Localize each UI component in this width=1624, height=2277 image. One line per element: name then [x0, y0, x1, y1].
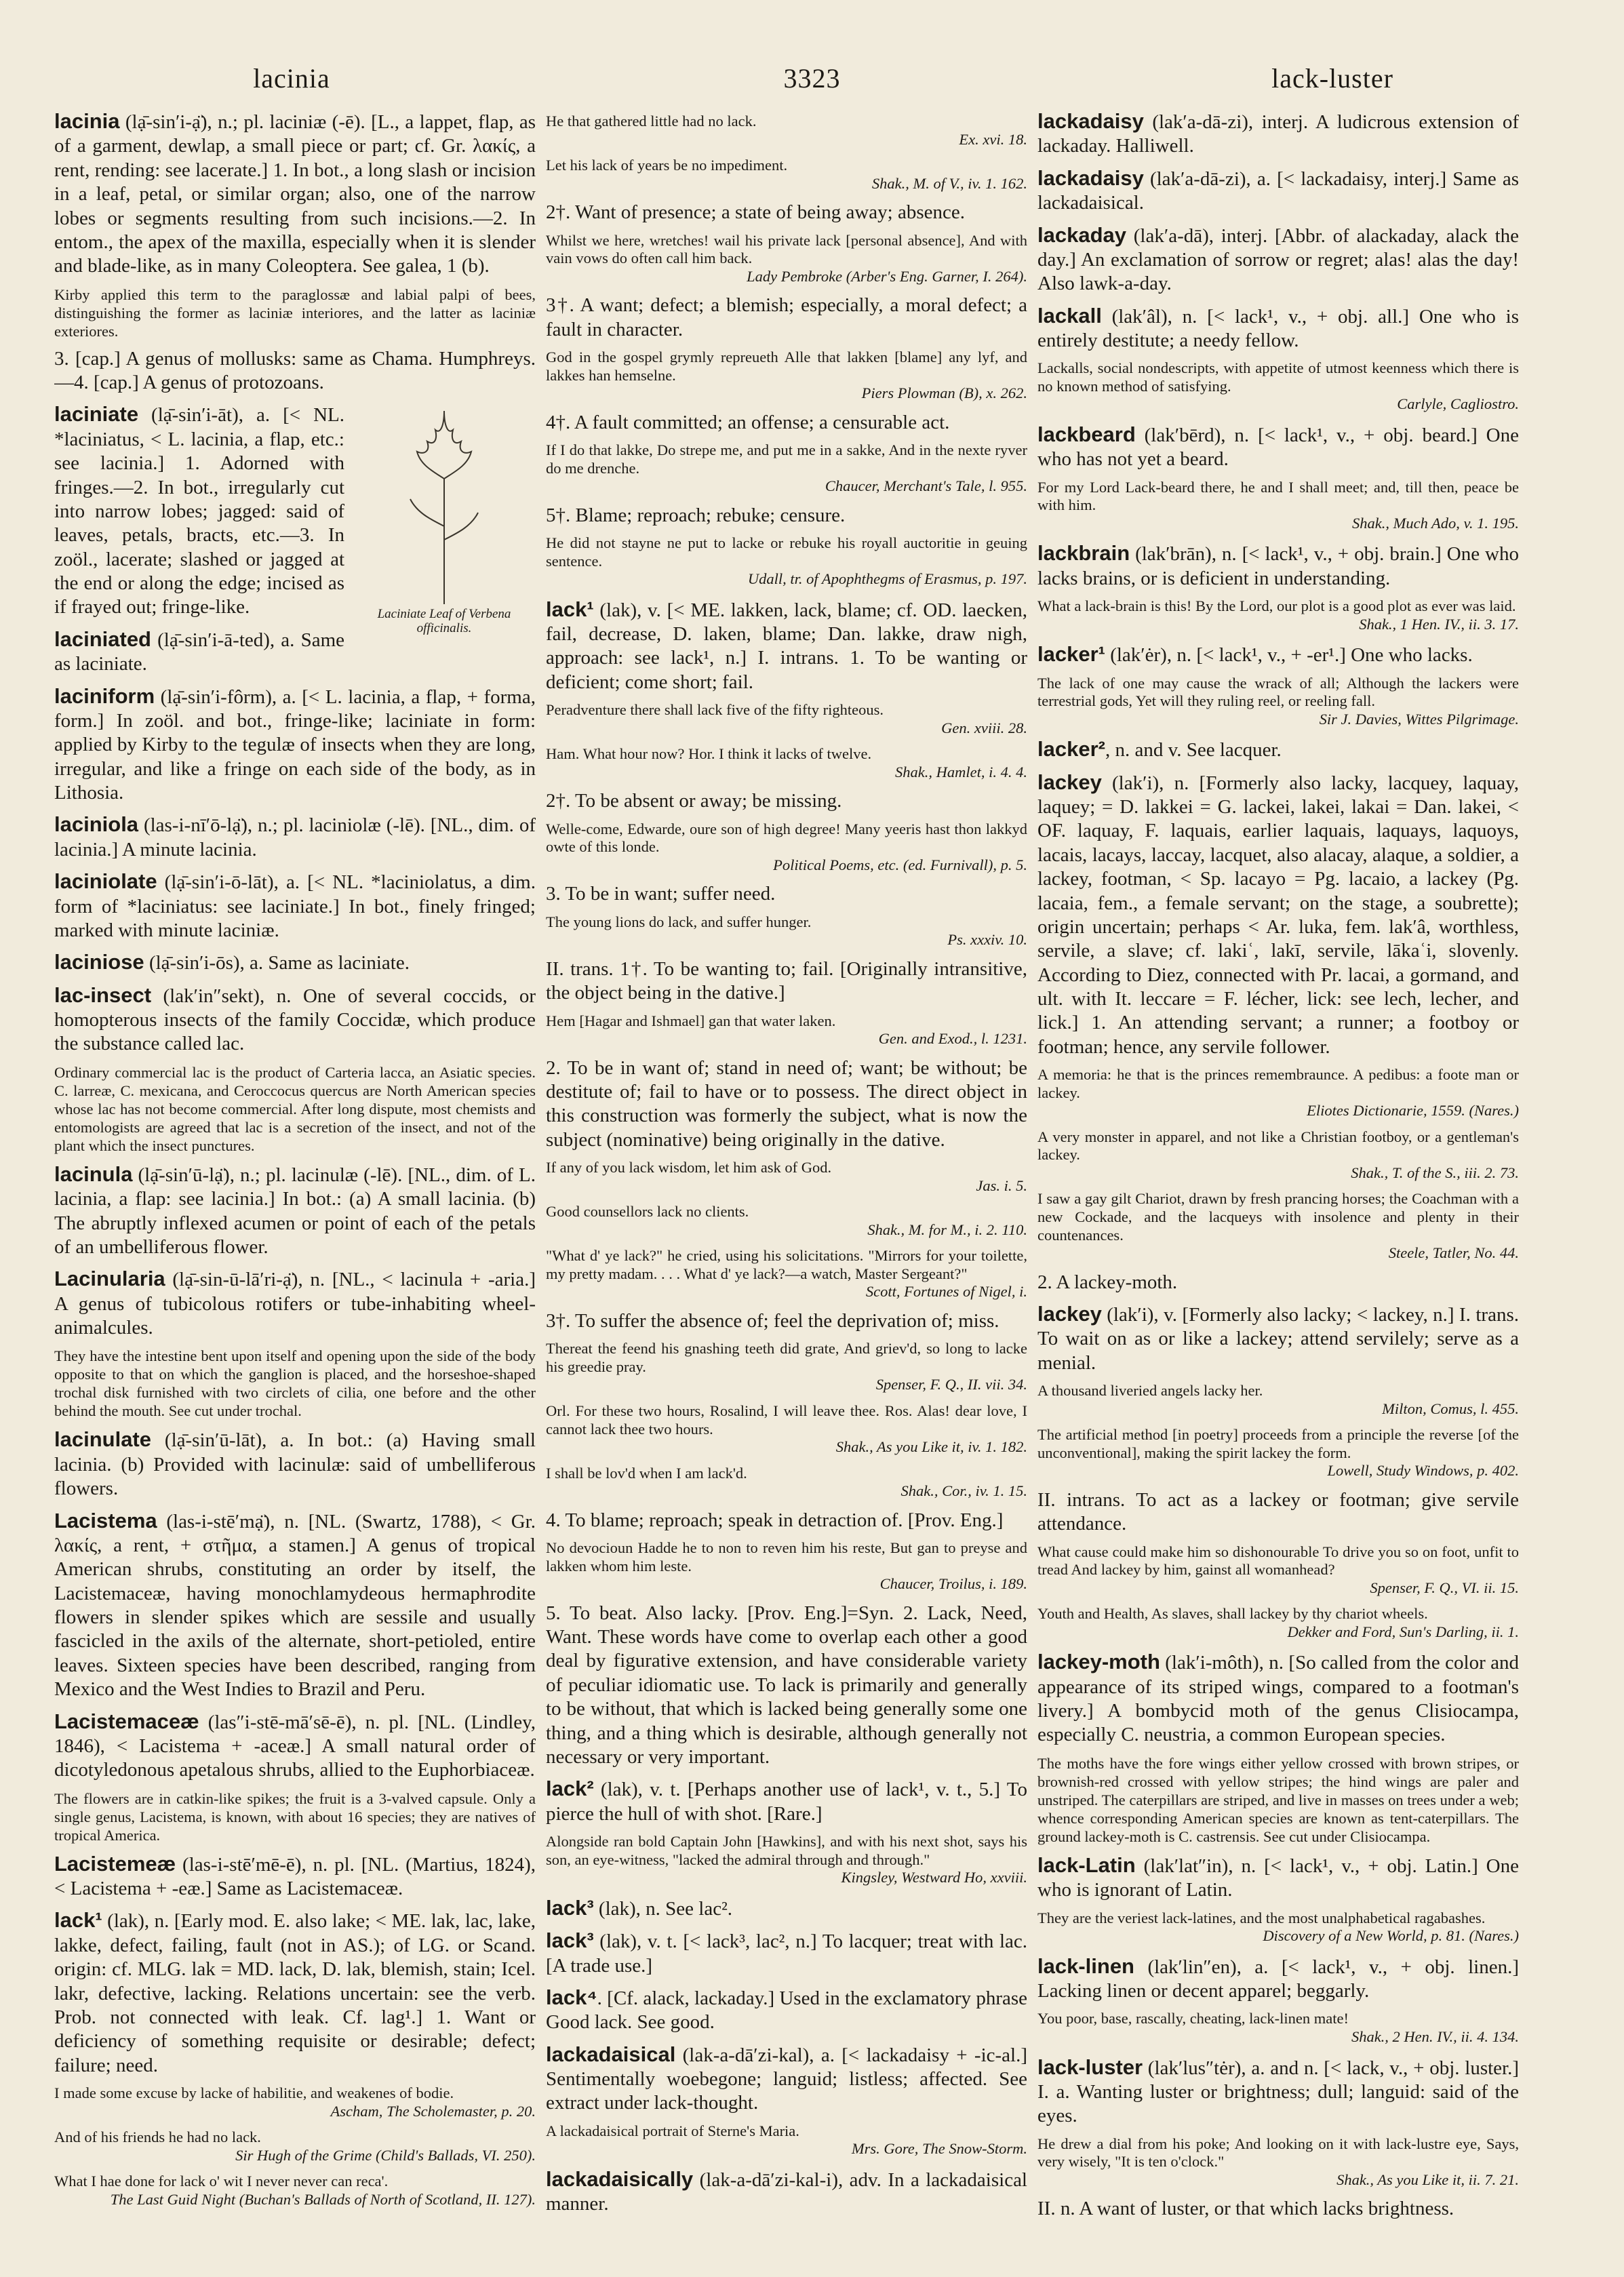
quote-text: If I do that lakke, Do strepe me, and put me in a sakke, And in the nexte ryver do me drenche. — [546, 441, 1027, 477]
dictionary-entry — [546, 1509, 1027, 1532]
entry-definition: (las-i-stē′mē-ē), n. pl. [NL. (Martius, 1824), < Lacistema + -eæ.] Same as Lacistemaceæ. — [54, 1853, 536, 1899]
quote-source: Lowell, Study Windows, p. 402. — [1327, 1462, 1519, 1480]
quote-text: The artificial method [in poetry] proceeds from a principle the reverse [of the unconventional], making the spirit lackey the form. — [1037, 1426, 1519, 1461]
quote-source: Ps. xxxiv. 10. — [947, 931, 1027, 949]
citation-quote — [546, 913, 1027, 949]
entry-definition: (lak′in″sekt), n. One of several coccids, or homopterous insects of the family Coccidæ, which produce the substance called lac. — [54, 985, 536, 1055]
entry-definition: (lạ̄-sin′ū-lạ̈), n.; pl. lacinulæ (-lē). [NL., dim. of L. lacinia, a flap: see lacinia.] In bot.: (a) A small lacinia. (b) The abruptly inflexed acumen or point of each of the petals of an umbelliferous flower. — [54, 1164, 536, 1258]
entry-headword: laciniate — [54, 402, 139, 427]
citation-quote — [1037, 2135, 1519, 2190]
entry-definition: 4. To blame; reproach; speak in detraction of. [Prov. Eng.] — [546, 1509, 1004, 1531]
entry-headword: lackadaisical — [546, 2042, 676, 2066]
dictionary-entry — [546, 411, 1027, 435]
quote-source: Sir J. Davies, Wittes Pilgrimage. — [1319, 710, 1519, 728]
citation-quote — [1037, 1605, 1519, 1641]
dictionary-entry — [54, 949, 536, 975]
citation-quote — [546, 1247, 1027, 1301]
dictionary-entry — [1037, 422, 1519, 472]
laciniate-leaf-illustration — [393, 404, 495, 608]
entry-definition: 4†. A fault committed; an offense; a censurable act. — [546, 411, 950, 433]
entry-headword: lackbrain — [1037, 541, 1130, 566]
citation-quote — [1037, 1128, 1519, 1183]
quote-text: I made some excuse by lacke of habilitie, and weakenes of bodie. — [54, 2084, 454, 2101]
entry-definition: 3†. To suffer the absence of; feel the deprivation of; miss. — [546, 1309, 999, 1332]
quote-text: Lackalls, social nondescripts, with appetite of utmost keenness which there is no known method of satisfying. — [1037, 359, 1519, 395]
quote-source: Ex. xvi. 18. — [959, 130, 1027, 148]
quote-text: Orl. For these two hours, Rosalind, I will leave thee. Ros. Alas! dear love, I cannot lack thee two hours. — [546, 1402, 1027, 1438]
quote-text: Welle-come, Edwarde, oure son of high degree! Many yeeris hast thon lakkyd owte of this londe. — [546, 820, 1027, 856]
quote-source: Shak., As you Like it, iv. 1. 182. — [835, 1438, 1027, 1456]
entry-definition: (lak′lus″tėr), a. and n. [< lack, v., + obj. luster.] I. a. Wanting luster or brightness; dull; languid: said of the eyes. — [1037, 2057, 1519, 2127]
dictionary-entry — [546, 294, 1027, 342]
entry-definition: 2. A lackey-moth. — [1037, 1271, 1178, 1293]
citation-quote — [1037, 675, 1519, 729]
entry-definition: 3†. A want; defect; a blemish; especially, a moral defect; a fault in character. — [546, 294, 1027, 340]
citation-quote — [1037, 1909, 1519, 1945]
citation-quote — [54, 2128, 536, 2164]
citation-quote — [546, 1012, 1027, 1048]
entry-definition: (lạ̄-sin-ū-lā′ri-ạ̈), n. [NL., < lacinula + -aria.] A genus of tubicolous rotifers or tube-inhabiting wheel-animalcules. — [54, 1269, 536, 1339]
entry-definition: (lak′lat″in), n. [< lack¹, v., + obj. Latin.] One who is ignorant of Latin. — [1037, 1855, 1519, 1901]
entry-headword: lack¹ — [54, 1908, 102, 1933]
quote-source: Shak., M. for M., i. 2. 110. — [867, 1221, 1027, 1238]
quote-text: And of his friends he had no lack. — [54, 2128, 261, 2146]
entry-headword: Lacistema — [54, 1508, 157, 1532]
entry-definition: (lak′i), n. [Formerly also lacky, lacquey, laquay, laquey; = D. lakkei = G. lackei, lakei, lakai = Dan. lakei, < OF. laquay, F. laquais, earlier laquais, laquays, laquoys, lacais, lacays, laccay, lacquet, also alacay, alaque, a soldier, a lackey, footman, < Sp. lacayo = Pg. lacaio, a lackey (Pg. lacaia, fem., a female servant; on the stage, a soubrette); origin uncertain; perhaps < Ar. luka, fem. lak′â, worthless, servile, a slave; cf. lakiʿ, lakī, servile, lākaʿi, slovenly. According to Diez, connected with Pr. lacai, a gormand, and ult. with It. leccare = F. lécher, lick: see lech, lecher, and lick.] 1. An attending servant; a runner; a footboy or footman; hence, any servile follower. — [1037, 772, 1519, 1058]
citation-quote — [1037, 1426, 1519, 1480]
entry-definition: 2†. Want of presence; a state of being away; absence. — [546, 201, 965, 224]
entry-headword: lacker¹ — [1037, 642, 1105, 667]
quote-source: Scott, Fortunes of Nigel, i. — [865, 1283, 1027, 1301]
entry-definition: (lak′lin″en), a. [< lack¹, v., + obj. linen.] Lacking linen or decent apparel; beggarly. — [1037, 1956, 1519, 2002]
citation-quote — [1037, 1382, 1519, 1418]
citation-quote — [546, 1833, 1027, 1887]
quote-text: Good counsellors lack no clients. — [546, 1203, 749, 1221]
citation-quote — [1037, 479, 1519, 533]
dictionary-entry — [1037, 1954, 1519, 2004]
quote-text: "What d' ye lack?" he cried, using his solicitations. "Mirrors for your toilette, my pretty madam. . . . What d' ye lack?—a watch, Master Sergeant?" — [546, 1247, 1027, 1282]
quote-source: Milton, Comus, l. 455. — [1382, 1400, 1519, 1417]
citation-quote — [546, 113, 1027, 148]
entry-definition: 2. To be in want of; stand in need of; want; be without; be destitute of; fail to have or to possess. The direct object in this construction was formerly the subject, what is now the subject (nominative) being originally in the dative. — [546, 1056, 1027, 1151]
entry-headword: lackadaisy — [1037, 165, 1144, 190]
entry-definition: (las-i-nī′ō-lạ̈), n.; pl. laciniolæ (-lē). [NL., dim. of lacinia.] A minute lacinia. — [54, 814, 536, 860]
entry-headword: lacinula — [54, 1162, 133, 1186]
quote-source: Eliotes Dictionarie, 1559. (Nares.) — [1307, 1102, 1519, 1120]
quote-source: Shak., Hamlet, i. 4. 4. — [895, 763, 1027, 780]
entry-definition: (lak′âl), n. [< lack¹, v., + obj. all.] One who is entirely destitute; a needy fellow. — [1037, 305, 1519, 351]
dictionary-entry — [1037, 540, 1519, 591]
entry-headword: lack⁴ — [546, 1985, 597, 2009]
quote-source: Shak., Much Ado, v. 1. 195. — [1352, 514, 1519, 532]
entry-definition: . [Cf. alack, lackaday.] Used in the exclamatory phrase Good lack. See good. — [546, 1987, 1027, 2034]
citation-quote — [546, 2122, 1027, 2158]
citation-quote — [54, 2173, 536, 2209]
entry-definition: (lạ̄-sin′i-ạ̈), n.; pl. laciniæ (-ē). [L., a lappet, flap, as of a garment, dewlap, a small piece or part; cf. Gr. λακίς, a rent, rending: see lacerate.] 1. In bot., a long slash or incision in a leaf, petal, or similar organ; also, one of the narrow lobes or segments resulting from such incisions.—2. In entom., the apex of the maxilla, especially when it is slender and blade-like, as in many Coleoptera. See galea, 1 (b). — [54, 111, 536, 277]
dictionary-entry — [54, 812, 536, 862]
citation-quote — [546, 1539, 1027, 1593]
entry-definition: (lak′a-dā), interj. [Abbr. of alackaday, alack the day.] An exclamation of sorrow or regret; alas! alas the day! Also lawk-a-day. — [1037, 224, 1519, 295]
quote-text: God in the gospel grymly repreueth Alle that lakken [blame] any lyf, and lakkes han hemselne. — [546, 348, 1027, 384]
small-print-note: The flowers are in catkin-like spikes; the fruit is a 3-valved capsule. Only a single genus, Lacistema, is known, with about 16 species; they are natives of tropical America. — [54, 1789, 536, 1844]
entry-definition: (lak), v. t. [< lack³, lac², n.] To lacquer; treat with lac. [A trade use.] — [546, 1931, 1027, 1977]
quote-source: Political Poems, etc. (ed. Furnivall), p. 5. — [773, 856, 1027, 873]
citation-quote — [546, 1465, 1027, 1501]
quote-source: Shak., M. of V., iv. 1. 162. — [871, 174, 1027, 192]
entry-headword: lack² — [546, 1777, 594, 1801]
entry-definition: II. trans. 1†. To be wanting to; fail. [Originally intransitive, the object being in the dative.] — [546, 957, 1027, 1004]
quote-text: Alongside ran bold Captain John [Hawkins], and with his next shot, says his son, an eye-witness, "lacked the admiral through and through." — [546, 1833, 1027, 1868]
dictionary-entry — [54, 1851, 536, 1901]
dictionary-entry — [54, 684, 536, 806]
quote-text: I shall be lov'd when I am lack'd. — [546, 1464, 747, 1482]
entry-headword: lackey — [1037, 1301, 1102, 1326]
dictionary-entry — [54, 1427, 536, 1501]
quote-source: Lady Pembroke (Arber's Eng. Garner, I. 264). — [747, 267, 1027, 285]
entry-definition: 2†. To be absent or away; be missing. — [546, 790, 842, 812]
entry-headword: lack-linen — [1037, 1954, 1134, 1978]
dictionary-entry — [546, 1602, 1027, 1770]
entry-headword: laciniated — [54, 627, 151, 651]
page-number: 3323 — [783, 63, 841, 94]
entry-headword: laciniose — [54, 950, 144, 974]
dictionary-entry — [546, 597, 1027, 695]
entry-definition: (lak′a-dā-zi), a. [< lackadaisy, interj.] Same as lackadaisical. — [1037, 167, 1519, 214]
quote-source: Spenser, F. Q., VI. ii. 15. — [1370, 1579, 1519, 1596]
entry-headword: lackall — [1037, 303, 1102, 328]
dictionary-entry — [54, 869, 536, 943]
column-3 — [1037, 108, 1519, 2251]
quote-source: Gen. and Exod., l. 1231. — [878, 1030, 1027, 1048]
quote-text: They are the veriest lack-latines, and the most unalphabetical ragabashes. — [1037, 1909, 1486, 1926]
citation-quote — [546, 820, 1027, 875]
quote-text: Youth and Health, As slaves, shall lackey by thy chariot wheels. — [1037, 1605, 1428, 1623]
entry-headword: lack¹ — [546, 597, 594, 621]
dictionary-entry — [546, 957, 1027, 1006]
dictionary-entry — [54, 1907, 536, 2078]
entry-headword: lackey-moth — [1037, 1650, 1160, 1674]
entry-headword: lac-insect — [54, 983, 152, 1007]
quote-text: Peradventure there shall lack five of the fifty righteous. — [546, 701, 884, 719]
dictionary-entry — [54, 1709, 536, 1783]
entry-definition: II. intrans. To act as a lackey or footman; give servile attendance. — [1037, 1488, 1519, 1535]
dictionary-entry — [546, 1056, 1027, 1153]
quote-text: A lackadaisical portrait of Sterne's Maria. — [546, 2122, 799, 2139]
entry-definition: (lạ̄-sin′i-ō-lāt), a. [< NL. *laciniolatus, a dim. form of *laciniatus: see laciniate.] In bot., finely fringed; marked with minute laciniæ. — [54, 871, 536, 941]
citation-quote — [546, 232, 1027, 286]
dictionary-entry — [546, 2042, 1027, 2116]
entry-definition: 5†. Blame; reproach; rebuke; censure. — [546, 504, 846, 526]
citation-quote — [1037, 597, 1519, 633]
entry-headword: Lacistemaceæ — [54, 1709, 199, 1733]
entry-definition: (lạ̄-sin′i-āt), a. [< NL. *laciniatus, < L. lacinia, a flap, etc.: see lacinia.] 1. Adorned with fringes.—2. In bot., irregularly cut into narrow lobes; jagged: said of leaves, petals, bracts, etc.—3. In zoöl., lacerate; slashed or jagged at the end or along the edge; incised as if frayed out; fringe-like. — [54, 404, 344, 618]
figure — [353, 404, 536, 636]
citation-quote — [546, 1340, 1027, 1394]
entry-headword: laciniola — [54, 812, 139, 837]
entry-headword: laciniolate — [54, 869, 157, 894]
quote-source: Spenser, F. Q., II. vii. 34. — [875, 1376, 1027, 1393]
citation-quote — [546, 1203, 1027, 1239]
quote-text: What cause could make him so dishonourable To drive you so on foot, unfit to tread And lackey by him, gainst all womanhead? — [1037, 1543, 1519, 1579]
page-header — [54, 62, 1570, 96]
entry-definition: (las-i-stē′mạ̈), n. [NL. (Swartz, 1788), < Gr. λακίς, a rent, + στῆμα, a stamen.] A genus of tropical American shrubs, constituting an order by itself, the Lacistemaceæ, having monochlamydeous hermaphrodite flowers in slender spikes which are sessile and usually fascicled in the axils of the alternate, short-petioled, entire leaves. Sixteen species have been described, ranging from Mexico and the West Indies to Brazil and Peru. — [54, 1510, 536, 1701]
dictionary-entry — [1037, 1853, 1519, 1903]
quote-text: I saw a gay gilt Chariot, drawn by fresh prancing horses; the Coachman with a new Cockade, and the lacqueys with insolence and plenty in their countenances. — [1037, 1190, 1519, 1244]
entry-headword: lackadaisically — [546, 2166, 694, 2191]
quote-text: Hem [Hagar and Ishmael] gan that water laken. — [546, 1012, 836, 1029]
entry-headword: laciniform — [54, 684, 155, 708]
figure-caption: Laciniate Leaf of Verbena officinalis. — [377, 607, 511, 636]
header-left-guideword: lacinia — [253, 63, 330, 94]
dictionary-entry — [546, 2166, 1027, 2217]
quote-source: Shak., As you Like it, ii. 7. 21. — [1336, 2171, 1519, 2188]
entry-definition: II. n. A want of luster, or that which lacks brightness. — [1037, 2198, 1454, 2220]
entry-definition: (lak-a-dā′zi-kal-i), adv. In a lackadaisical manner. — [546, 2169, 1027, 2215]
quote-text: Whilst we here, wretches! wail his private lack [personal absence], And with vain vows do often call him back. — [546, 231, 1027, 267]
quote-source: Discovery of a New World, p. 81. (Nares.) — [1263, 1927, 1519, 1945]
quote-source: Dekker and Ford, Sun's Darling, ii. 1. — [1287, 1623, 1519, 1640]
quote-source: Jas. i. 5. — [976, 1176, 1027, 1194]
dictionary-entry — [546, 882, 1027, 906]
entry-definition: (lạ̄-sin′i-ōs), a. Same as laciniate. — [144, 952, 410, 974]
quote-source: Shak., 2 Hen. IV., ii. 4. 134. — [1351, 2027, 1519, 2045]
dictionary-entry — [1037, 1488, 1519, 1537]
quote-source: Chaucer, Merchant's Tale, l. 955. — [825, 477, 1027, 495]
quote-source: Steele, Tatler, No. 44. — [1388, 1244, 1519, 1262]
entry-definition: 3. To be in want; suffer need. — [546, 883, 776, 905]
dictionary-entry — [1037, 222, 1519, 296]
citation-quote — [546, 1402, 1027, 1457]
quote-source: Gen. xviii. 28. — [941, 719, 1027, 736]
dictionary-entry — [546, 504, 1027, 528]
quote-text: A very monster in apparel, and not like a Christian footboy, or a gentleman's lackey. — [1037, 1128, 1519, 1164]
entry-definition: (lak), n. See lac². — [593, 1897, 733, 1920]
quote-text: The lack of one may cause the wrack of all; Although the lackers were terrestrial gods, Yet will they ruling reel, or reeling fall. — [1037, 674, 1519, 710]
citation-quote — [546, 701, 1027, 737]
entry-definition: (lak), v. [< ME. lakken, lack, blame; cf. OD. laecken, fail, decrease, D. laken, blame; Dan. lakke, draw nigh, approach: see lack¹, n.] I. intrans. 1. To be wanting or deficient; come short; fail. — [546, 599, 1027, 693]
dictionary-entry — [54, 1162, 536, 1260]
entry-definition: , n. and v. See lacquer. — [1105, 739, 1282, 761]
entry-headword: lacker² — [1037, 737, 1105, 761]
entry-definition: (lak′i-môth), n. [So called from the color and appearance of its striped wings, compared to a footman's livery.] A bombycid moth of the genus Clisiocampa, especially C. neustria, a common European species. — [1037, 1652, 1519, 1746]
dictionary-entry — [1037, 770, 1519, 1060]
quote-text: He drew a dial from his poke; And looking on it with lack-lustre eye, Says, very wisely, "It is ten o'clock." — [1037, 2135, 1519, 2171]
citation-quote — [1037, 1066, 1519, 1120]
quote-source: Piers Plowman (B), x. 262. — [861, 384, 1027, 402]
quote-text: If any of you lack wisdom, let him ask of God. — [546, 1159, 832, 1176]
citation-quote — [546, 1159, 1027, 1195]
quote-text: No devocioun Hadde he to non to reven him his reste, But gan to preyse and lakken whom him leste. — [546, 1539, 1027, 1575]
entry-definition: (lạ̄-sin′i-ā-ted), a. Same as laciniate. — [54, 629, 344, 675]
quote-text: He that gathered little had no lack. — [546, 113, 757, 130]
entry-headword: lack³ — [546, 1928, 594, 1953]
entry-definition: (lak′i), v. [Formerly also lacky; < lackey, n.] I. trans. To wait on as or like a lackey; attend servilely; serve as a menial. — [1037, 1303, 1519, 1374]
entry-definition: (lạ̄-sin′i-fôrm), a. [< L. lacinia, a flap, + forma, form.] In zoöl. and bot., fringe-like; laciniate in form: applied by Kirby to the tegulæ of insects when they are long, irregular, and like a fringe on each side of the body, as in Lithosia. — [54, 686, 536, 804]
quote-text: Let his lack of years be no impediment. — [546, 157, 788, 174]
quote-text: What a lack-brain is this! By the Lord, our plot is a good plot as ever was laid. — [1037, 597, 1516, 615]
quote-text: The young lions do lack, and suffer hunger. — [546, 913, 812, 930]
dictionary-entry — [1037, 1271, 1519, 1294]
quote-text: For my Lord Lack-beard there, he and I shall meet; and, till then, peace be with him. — [1037, 478, 1519, 514]
dictionary-entry — [546, 789, 1027, 813]
quote-source: Carlyle, Cagliostro. — [1397, 395, 1519, 413]
small-print-note: Kirby applied this term to the paraglossæ and labial palpi of bees, distinguishing the former as laciniæ interiores, and the latter as laciniæ exteriores. — [54, 285, 536, 340]
quote-source: Ascham, The Scholemaster, p. 20. — [330, 2102, 536, 2120]
dictionary-entry — [546, 1895, 1027, 1921]
columns — [54, 108, 1570, 2250]
dictionary-entry — [54, 1266, 536, 1340]
small-print-note: They have the intestine bent upon itself and opening upon the side of the body opposite to that on which the ganglion is placed, and the horseshoe-shaped trochal disk furnished with two circlets of cilia, one before and the other behind the mouth. See cut under trochal. — [54, 1347, 536, 1420]
dictionary-entry — [54, 347, 536, 395]
quote-source: Shak., T. of the S., iii. 2. 73. — [1351, 1164, 1519, 1181]
quote-source: Udall, tr. of Apophthegms of Erasmus, p. 197. — [747, 570, 1027, 588]
quote-source: Sir Hugh of the Grime (Child's Ballads, VI. 250). — [235, 2146, 536, 2164]
dictionary-entry — [1037, 641, 1519, 667]
quote-source: Shak., Cor., iv. 1. 15. — [900, 1482, 1027, 1500]
entry-headword: Lacinularia — [54, 1267, 165, 1291]
entry-definition: (lạ̄-sin′ū-lāt), a. In bot.: (a) Having small lacinia. (b) Provided with lacinulæ: said of umbelliferous flowers. — [54, 1429, 536, 1500]
entry-headword: lack-luster — [1037, 2055, 1143, 2079]
dictionary-entry — [1037, 1301, 1519, 1375]
entry-definition: (lak-a-dā′zi-kal), a. [< lackadaisy + -ic-al.] Sentimentally woebegone; languid; listless; affected. See extract under lack-thought. — [546, 2044, 1027, 2114]
entry-headword: lackbeard — [1037, 422, 1136, 447]
citation-quote — [546, 441, 1027, 496]
entry-headword: Lacistemeæ — [54, 1851, 176, 1876]
column-1 — [54, 108, 536, 2251]
citation-quote — [1037, 1190, 1519, 1262]
dictionary-entry — [546, 1928, 1027, 1978]
entry-headword: lack-Latin — [1037, 1853, 1136, 1877]
quote-text: A thousand liveried angels lacky her. — [1037, 1382, 1263, 1400]
small-print-note: The moths have the fore wings either yellow crossed with brown stripes, or brownish-red crossed with yellow stripes; the hind wings are paler and unstriped. The caterpillars are striped, and live in masses on trees under a web; whence corresponding American species are known as tent-caterpillars. The ground lackey-moth is C. castrensis. See cut under Clisiocampa. — [1037, 1754, 1519, 1845]
citation-quote — [546, 745, 1027, 781]
entry-definition: (lak′ėr), n. [< lack¹, v., + -er¹.] One who lacks. — [1105, 644, 1473, 667]
column-2 — [546, 108, 1027, 2251]
entry-headword: lackadaisy — [1037, 109, 1144, 133]
entry-definition: (lak′brān), n. [< lack¹, v., + obj. brain.] One who lacks brains, or is deficient in understanding. — [1037, 543, 1519, 589]
dictionary-entry — [54, 108, 536, 279]
quote-source: Mrs. Gore, The Snow-Storm. — [851, 2140, 1027, 2158]
entry-definition: (lak), v. t. [Perhaps another use of lack¹, v. t., 5.] To pierce the hull of with shot. [Rare.] — [546, 1779, 1027, 1825]
entry-definition: (lak′a-dā-zi), interj. A ludicrous extension of lackaday. Halliwell. — [1037, 111, 1519, 157]
citation-quote — [1037, 2010, 1519, 2046]
quote-source: The Last Guid Night (Buchan's Ballads of North of Scotland, II. 127). — [110, 2190, 536, 2208]
entry-definition: 5. To beat. Also lacky. [Prov. Eng.]=Syn. 2. Lack, Need, Want. These words have come to overlap each other a good deal by figurative extension, and have considerable variety of peculiar idiomatic use. To lack is primarily and generally to be without, that which is lacked being generally some one thing, and a thing which is desirable, although generally not necessary or very important. — [546, 1602, 1027, 1768]
quote-source: Kingsley, Westward Ho, xxviii. — [841, 1869, 1027, 1886]
dictionary-entry — [1037, 108, 1519, 159]
dictionary-entry — [54, 1508, 536, 1702]
entry-headword: lack³ — [546, 1895, 594, 1920]
header-right-guideword: lack-luster — [1271, 63, 1393, 94]
entry-definition: 3. [cap.] A genus of mollusks: same as Chama. Humphreys.—4. [cap.] A genus of protozoans. — [54, 347, 536, 393]
dictionary-entry — [1037, 1649, 1519, 1747]
quote-text: Ham. What hour now? Hor. I think it lacks of twelve. — [546, 745, 872, 763]
entry-headword: lackey — [1037, 770, 1102, 794]
dictionary-entry — [546, 1776, 1027, 1826]
entry-headword: lackaday — [1037, 222, 1126, 247]
citation-quote — [1037, 359, 1519, 414]
citation-quote — [546, 349, 1027, 403]
quote-text: You poor, base, rascally, cheating, lack-linen mate! — [1037, 2010, 1349, 2027]
citation-quote — [54, 2084, 536, 2120]
quote-text: He did not stayne ne put to lacke or rebuke his royall auctoritie in geuing sentence. — [546, 534, 1027, 570]
citation-quote — [1037, 1543, 1519, 1598]
citation-quote — [546, 534, 1027, 589]
dictionary-entry — [546, 1985, 1027, 2035]
entry-definition: (las″i-stē-mā′sē-ē), n. pl. [NL. (Lindley, 1846), < Lacistema + -aceæ.] A small natural order of dicotyledonous apetalous shrubs, allied to the Euphorbiaceæ. — [54, 1711, 536, 1781]
dictionary-entry — [54, 983, 536, 1056]
dictionary-entry — [1037, 736, 1519, 762]
quote-source: Shak., 1 Hen. IV., ii. 3. 17. — [1359, 615, 1519, 633]
dictionary-entry — [546, 1309, 1027, 1333]
entry-definition: (lak), n. [Early mod. E. also lake; < ME. lak, lac, lake, lakke, defect, failing, fault (not in AS.); of LG. or Scand. origin: cf. MLG. lak = MD. lack, D. lak, blemish, stain; Icel. lakr, defective, lacking. Relations uncertain: see the verb. Prob. not connected with leak. Cf. lag¹.] 1. Want or deficiency of something requisite or desirable; defect; failure; need. — [54, 1910, 536, 2076]
quote-text: Thereat the feend his gnashing teeth did grate, And griev'd, so long to lacke his greedie pray. — [546, 1340, 1027, 1375]
entry-definition: (lak′bērd), n. [< lack¹, v., + obj. beard.] One who has not yet a beard. — [1037, 424, 1519, 471]
entry-headword: lacinulate — [54, 1427, 151, 1452]
dictionary-entry — [1037, 2055, 1519, 2128]
dictionary-entry — [546, 201, 1027, 224]
quote-text: What I hae done for lack o' wit I never never can reca'. — [54, 2173, 389, 2190]
citation-quote — [546, 157, 1027, 193]
small-print-note: Ordinary commercial lac is the product of Carteria lacca, an Asiatic species. C. larreæ, C. mexicana, and Ceroccocus quercus are North American species whose lac has not become commercial. After long dispute, most chemists and entomologists are agreed that lac is a secretion of the insect, and not of the plant which the insect punctures. — [54, 1063, 536, 1154]
quote-text: A memoria: he that is the princes remembraunce. A pedibus: a foote man or lackey. — [1037, 1066, 1519, 1101]
quote-source: Chaucer, Troilus, i. 189. — [879, 1575, 1027, 1593]
dictionary-entry — [1037, 303, 1519, 353]
dictionary-entry — [1037, 165, 1519, 216]
dictionary-entry — [1037, 2197, 1519, 2221]
entry-headword: lacinia — [54, 109, 120, 133]
